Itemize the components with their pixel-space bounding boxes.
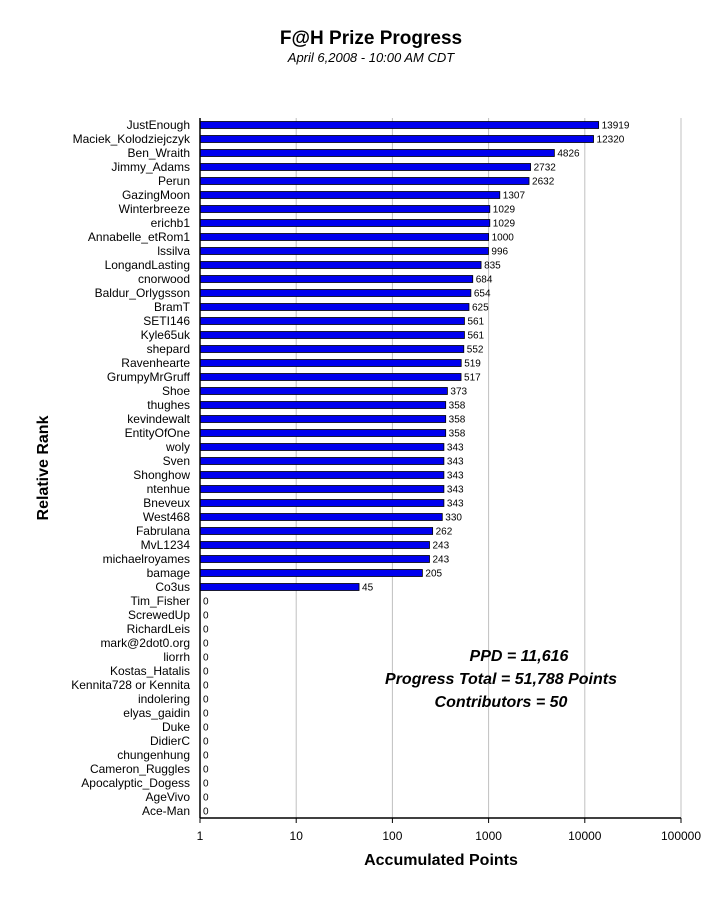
category-label: MvL1234 [140, 538, 190, 552]
value-label: 0 [203, 708, 209, 720]
category-label: AgeVivo [145, 790, 190, 804]
bar [200, 444, 444, 451]
category-label: Kennita728 or Kennita [71, 678, 190, 692]
category-label: Ravenhearte [121, 356, 190, 370]
bar [200, 374, 461, 381]
category-label: LongandLasting [104, 258, 190, 272]
value-label: 1307 [502, 190, 526, 202]
bar [200, 248, 488, 255]
category-label: bamage [146, 566, 190, 580]
category-label: Shoe [161, 384, 190, 398]
x-tick-label: 1 [196, 829, 204, 843]
value-label: 519 [464, 358, 481, 370]
category-label: JustEnough [126, 118, 190, 132]
bar [200, 332, 464, 339]
value-label: 12320 [596, 134, 625, 146]
bar [200, 416, 446, 423]
category-label: Ben_Wraith [127, 146, 190, 160]
bar [200, 318, 464, 325]
bar [200, 514, 442, 521]
bar [200, 276, 473, 283]
value-label: 0 [203, 792, 209, 804]
category-label: Jimmy_Adams [111, 160, 190, 174]
value-label: 552 [466, 344, 484, 356]
category-label: Fabrulana [135, 524, 190, 538]
category-label: elyas_gaidin [123, 706, 190, 720]
value-label: 0 [203, 680, 209, 692]
bar [200, 458, 444, 465]
value-label: 0 [203, 638, 209, 650]
bar [200, 528, 433, 535]
value-label: 45 [362, 582, 374, 594]
value-label: 358 [448, 414, 466, 426]
category-label: thughes [147, 398, 190, 412]
bar [200, 346, 464, 353]
value-label: 0 [203, 652, 209, 664]
category-label: Shonghow [133, 468, 190, 482]
category-label: Apocalyptic_Dogess [81, 776, 190, 790]
value-label: 0 [203, 764, 209, 776]
category-label: woly [165, 440, 190, 454]
category-label: Winterbreeze [118, 202, 190, 216]
x-tick-label: 10000 [568, 829, 602, 843]
value-label: 13919 [601, 120, 630, 132]
category-label: Kostas_Hatalis [109, 664, 190, 678]
bar [200, 500, 444, 507]
y-axis-label: Relative Rank [35, 415, 52, 521]
value-label: 1029 [492, 218, 516, 230]
category-label: ntenhue [146, 482, 190, 496]
category-label: EntityOfOne [124, 426, 190, 440]
category-label: Baldur_Orlygsson [94, 286, 190, 300]
category-label: Cameron_Ruggles [89, 762, 190, 776]
value-label: 243 [432, 554, 450, 566]
category-label: chungenhung [117, 748, 190, 762]
value-label: 262 [435, 526, 453, 538]
bar [200, 584, 359, 591]
category-label: BramT [154, 300, 190, 314]
category-label: SETI146 [143, 314, 190, 328]
bar [200, 262, 481, 269]
category-label: RichardLeis [126, 622, 190, 636]
bar [200, 542, 429, 549]
value-label: 243 [432, 540, 450, 552]
annotation-ppd: PPD = 11,616 [469, 648, 569, 665]
value-label: 0 [203, 806, 209, 818]
bar [200, 150, 554, 157]
category-label: Duke [161, 720, 190, 734]
category-label: West468 [142, 510, 190, 524]
category-label: Maciek_Kolodziejczyk [72, 132, 190, 146]
x-tick-label: 1000 [475, 829, 502, 843]
value-label: 561 [467, 316, 485, 328]
category-label: Bneveux [143, 496, 190, 510]
category-label: mark@2dot0.org [100, 636, 190, 650]
category-label: Ace-Man [141, 804, 190, 818]
category-label: erichb1 [150, 216, 190, 230]
value-label: 343 [446, 498, 464, 510]
category-label: kevindewalt [127, 412, 190, 426]
category-label: Sven [162, 454, 190, 468]
category-label: cnorwood [137, 272, 190, 286]
bar [200, 136, 594, 143]
bar [200, 192, 500, 199]
category-label: DidierC [149, 734, 190, 748]
value-label: 0 [203, 666, 209, 678]
annotation-progress-total: Progress Total = 51,788 Points [385, 671, 617, 688]
category-label: Kyle65uk [140, 328, 190, 342]
category-label: shepard [146, 342, 190, 356]
value-label: 517 [464, 372, 481, 384]
value-label: 684 [475, 274, 493, 286]
x-axis-label: Accumulated Points [364, 852, 518, 869]
bar [200, 290, 471, 297]
category-label: Perun [157, 174, 190, 188]
value-label: 343 [446, 484, 464, 496]
value-label: 330 [445, 512, 462, 524]
value-label: 835 [484, 260, 501, 272]
bar [200, 402, 446, 409]
chart-title: F@H Prize Progress [279, 28, 463, 49]
bar [200, 570, 422, 577]
category-label: michaelroyames [102, 552, 190, 566]
value-label: 358 [448, 400, 466, 412]
value-label: 343 [446, 470, 464, 482]
value-label: 996 [491, 246, 509, 258]
category-label: Co3us [155, 580, 190, 594]
x-tick-labels [197, 829, 702, 843]
value-label: 0 [203, 750, 209, 762]
value-label: 0 [203, 624, 209, 636]
x-tick-label: 100000 [660, 829, 702, 843]
bar [200, 486, 444, 493]
value-label: 0 [203, 778, 209, 790]
value-label: 343 [446, 442, 464, 454]
bar [200, 556, 429, 563]
bar [200, 472, 444, 479]
value-label: 0 [203, 736, 209, 748]
bar [200, 430, 446, 437]
bar [200, 360, 461, 367]
category-label: lssilva [157, 244, 190, 258]
value-label: 654 [473, 288, 491, 300]
category-label: GrumpyMrGruff [106, 370, 190, 384]
category-label: Annabelle_etRom1 [87, 230, 190, 244]
category-label: liorrh [163, 650, 190, 664]
value-label: 358 [448, 428, 466, 440]
category-label: GazingMoon [121, 188, 190, 202]
bar [200, 220, 490, 227]
category-label: indolering [137, 692, 190, 706]
value-label: 4826 [557, 148, 580, 160]
bar [200, 164, 531, 171]
value-label: 205 [425, 568, 443, 580]
value-label: 0 [203, 694, 209, 706]
bar [200, 206, 490, 213]
category-label: ScrewedUp [127, 608, 190, 622]
value-label: 373 [450, 386, 468, 398]
value-label: 0 [203, 722, 209, 734]
bar [200, 178, 529, 185]
value-label: 2632 [532, 176, 555, 188]
x-tick-label: 10 [289, 829, 303, 843]
value-label: 0 [203, 596, 209, 608]
value-label: 1000 [491, 232, 514, 244]
bar [200, 304, 469, 311]
bar [200, 388, 447, 395]
annotation-contributors: Contributors = 50 [434, 694, 568, 711]
bar [200, 234, 489, 241]
value-label: 625 [471, 302, 489, 314]
value-label: 561 [467, 330, 485, 342]
bars [200, 122, 599, 591]
category-labels [71, 118, 191, 818]
value-label: 1029 [492, 204, 516, 216]
value-label: 2732 [533, 162, 556, 174]
category-label: Tim_Fisher [130, 594, 190, 608]
value-label: 343 [446, 456, 464, 468]
bar [200, 122, 599, 129]
value-label: 0 [203, 610, 209, 622]
x-tick-label: 100 [382, 829, 403, 843]
chart-subtitle: April 6,2008 - 10:00 AM CDT [287, 50, 455, 65]
